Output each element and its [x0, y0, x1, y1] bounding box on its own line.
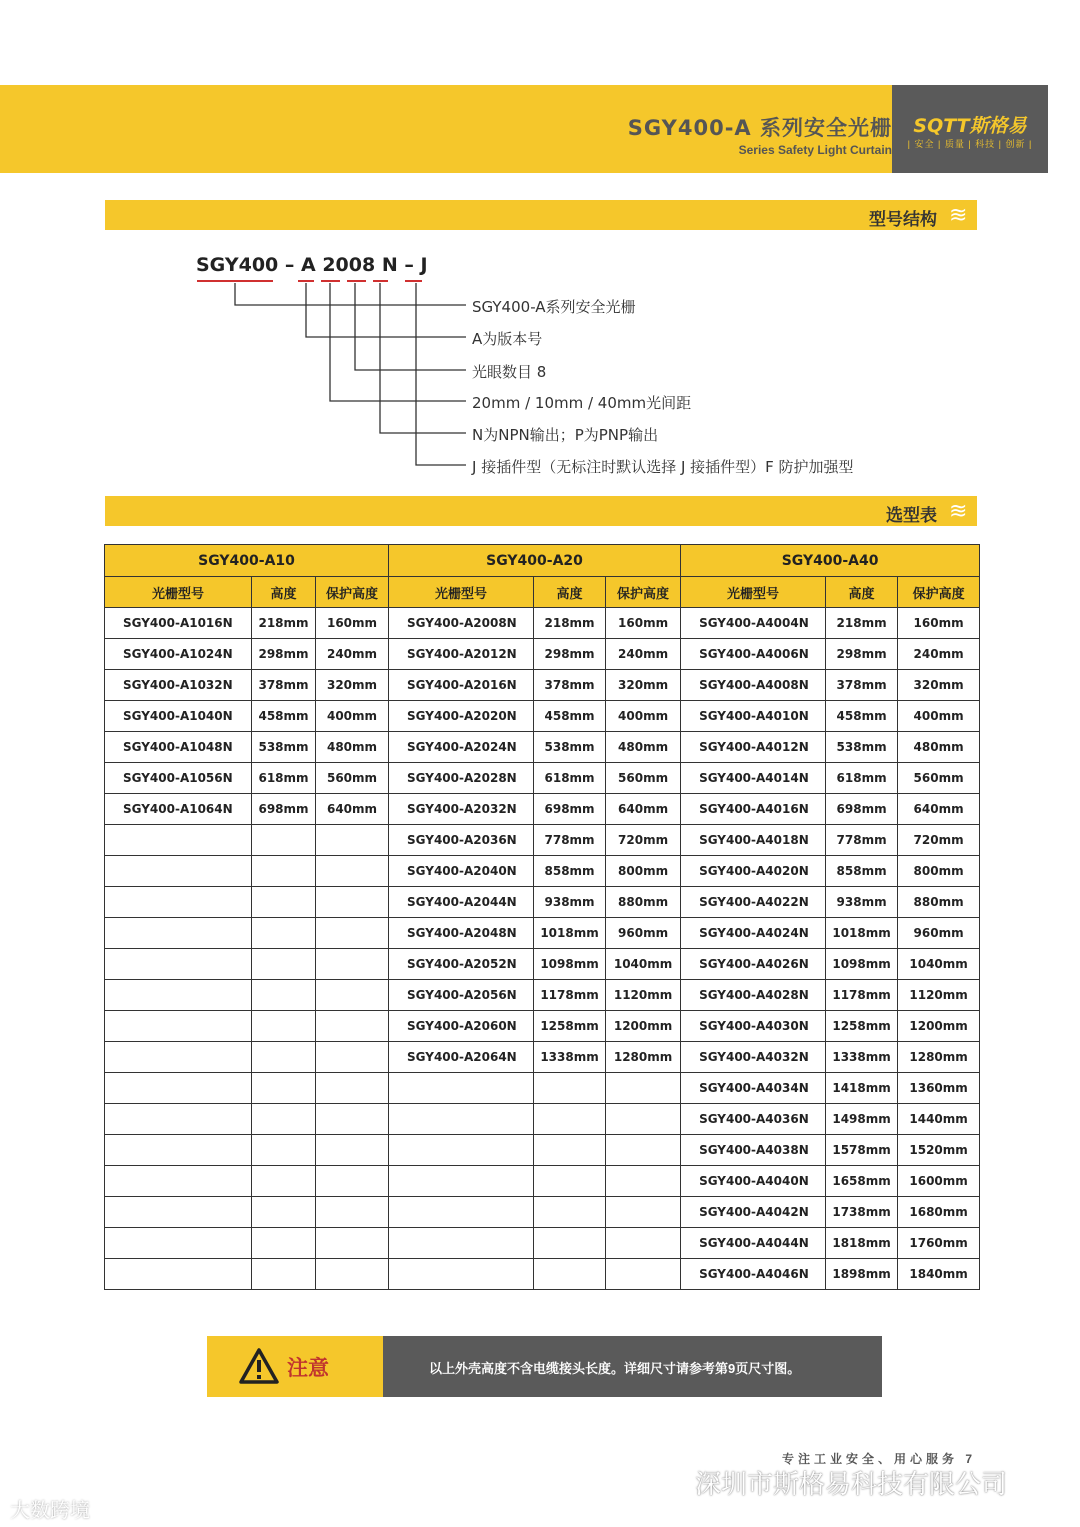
model-cell — [105, 1011, 252, 1042]
protect-height-cell: 960mm — [898, 918, 980, 949]
height-cell — [252, 1259, 316, 1290]
code-desc-version: A为版本号 — [472, 330, 543, 348]
protect-height-cell: 880mm — [606, 887, 681, 918]
height-cell: 1818mm — [826, 1228, 898, 1259]
height-cell: 1498mm — [826, 1104, 898, 1135]
column-header-height: 高度 — [252, 577, 316, 608]
note-label: 注意 — [287, 1357, 329, 1380]
model-cell: SGY400-A4008N — [681, 670, 826, 701]
protect-height-cell: 1440mm — [898, 1104, 980, 1135]
model-cell — [105, 887, 252, 918]
model-cell: SGY400-A1032N — [105, 670, 252, 701]
height-cell: 378mm — [252, 670, 316, 701]
height-cell: 1018mm — [826, 918, 898, 949]
protect-height-cell — [606, 1135, 681, 1166]
protect-height-cell — [316, 1135, 389, 1166]
height-cell — [252, 1073, 316, 1104]
height-cell: 698mm — [534, 794, 606, 825]
protect-height-cell — [316, 918, 389, 949]
model-cell: SGY400-A4030N — [681, 1011, 826, 1042]
page-number: 7 — [965, 1452, 976, 1466]
protect-height-cell: 240mm — [316, 639, 389, 670]
height-cell: 1338mm — [826, 1042, 898, 1073]
model-cell: SGY400-A2024N — [389, 732, 534, 763]
height-cell: 1098mm — [534, 949, 606, 980]
table-row — [105, 670, 980, 701]
protect-height-cell — [316, 1228, 389, 1259]
model-cell — [389, 1228, 534, 1259]
note-label-area — [207, 1336, 383, 1397]
protect-height-cell — [606, 1166, 681, 1197]
protect-height-cell: 880mm — [898, 887, 980, 918]
model-cell: SGY400-A4012N — [681, 732, 826, 763]
height-cell — [252, 1042, 316, 1073]
height-cell — [534, 1228, 606, 1259]
wave-decoration-icon: ≋ — [949, 498, 968, 523]
height-cell — [534, 1166, 606, 1197]
model-cell: SGY400-A4026N — [681, 949, 826, 980]
table-row — [105, 639, 980, 670]
section-title-select: 选型表 — [886, 506, 937, 525]
model-cell — [105, 1259, 252, 1290]
model-cell: SGY400-A2016N — [389, 670, 534, 701]
model-cell: SGY400-A2060N — [389, 1011, 534, 1042]
protect-height-cell: 400mm — [606, 701, 681, 732]
height-cell: 1178mm — [826, 980, 898, 1011]
model-cell: SGY400-A1024N — [105, 639, 252, 670]
height-cell: 1338mm — [534, 1042, 606, 1073]
model-cell: SGY400-A1056N — [105, 763, 252, 794]
column-header-protect-height: 保护高度 — [606, 577, 681, 608]
height-cell: 538mm — [534, 732, 606, 763]
page-subtitle: Series Safety Light Curtain — [738, 143, 892, 157]
protect-height-cell: 560mm — [898, 763, 980, 794]
table-row — [105, 1104, 980, 1135]
protect-height-cell: 160mm — [606, 608, 681, 639]
height-cell: 538mm — [826, 732, 898, 763]
wave-decoration-icon: ≋ — [949, 202, 968, 227]
group-header-a40: SGY400-A40 — [681, 545, 980, 577]
height-cell: 1418mm — [826, 1073, 898, 1104]
height-cell: 298mm — [534, 639, 606, 670]
height-cell: 1898mm — [826, 1259, 898, 1290]
protect-height-cell: 800mm — [898, 856, 980, 887]
model-cell: SGY400-A2048N — [389, 918, 534, 949]
protect-height-cell: 560mm — [606, 763, 681, 794]
protect-height-cell — [316, 1011, 389, 1042]
model-cell — [389, 1166, 534, 1197]
height-cell — [252, 1197, 316, 1228]
height-cell — [534, 1259, 606, 1290]
table-row — [105, 1228, 980, 1259]
model-cell: SGY400-A1048N — [105, 732, 252, 763]
section-band-model — [105, 200, 977, 230]
table-row — [105, 1197, 980, 1228]
model-cell: SGY400-A2020N — [389, 701, 534, 732]
model-cell: SGY400-A4018N — [681, 825, 826, 856]
column-header-height: 高度 — [826, 577, 898, 608]
height-cell — [252, 856, 316, 887]
model-cell: SGY400-A1016N — [105, 608, 252, 639]
height-cell: 698mm — [252, 794, 316, 825]
table-row — [105, 1259, 980, 1290]
table-row — [105, 732, 980, 763]
height-cell: 1258mm — [534, 1011, 606, 1042]
table-row — [105, 1011, 980, 1042]
protect-height-cell: 1360mm — [898, 1073, 980, 1104]
protect-height-cell: 640mm — [898, 794, 980, 825]
model-cell: SGY400-A2064N — [389, 1042, 534, 1073]
protect-height-cell: 480mm — [898, 732, 980, 763]
table-row — [105, 701, 980, 732]
protect-height-cell — [606, 1104, 681, 1135]
height-cell — [534, 1073, 606, 1104]
model-cell: SGY400-A2032N — [389, 794, 534, 825]
protect-height-cell: 480mm — [606, 732, 681, 763]
code-desc-output: N为NPN输出；P为PNP输出 — [472, 426, 659, 444]
model-cell: SGY400-A4044N — [681, 1228, 826, 1259]
height-cell — [252, 1011, 316, 1042]
height-cell — [252, 1228, 316, 1259]
table-row — [105, 949, 980, 980]
section-title-model: 型号结构 — [869, 210, 937, 229]
model-cell — [105, 856, 252, 887]
height-cell: 618mm — [252, 763, 316, 794]
model-cell — [105, 1166, 252, 1197]
logo-slogan: | 安全 | 质量 | 科技 | 创新 | — [907, 139, 1033, 149]
page-title: SGY400-A 系列安全光栅 — [627, 116, 892, 140]
model-cell: SGY400-A4024N — [681, 918, 826, 949]
height-cell: 378mm — [826, 670, 898, 701]
height-cell: 858mm — [534, 856, 606, 887]
model-cell: SGY400-A2040N — [389, 856, 534, 887]
table-row — [105, 918, 980, 949]
model-cell — [105, 949, 252, 980]
table-row — [105, 1166, 980, 1197]
header-title-block — [372, 112, 892, 157]
model-cell — [105, 918, 252, 949]
height-cell — [252, 949, 316, 980]
height-cell: 218mm — [534, 608, 606, 639]
model-cell: SGY400-A4014N — [681, 763, 826, 794]
model-cell — [105, 1197, 252, 1228]
table-row — [105, 1042, 980, 1073]
model-cell: SGY400-A4028N — [681, 980, 826, 1011]
protect-height-cell: 320mm — [898, 670, 980, 701]
height-cell: 298mm — [252, 639, 316, 670]
model-cell: SGY400-A4022N — [681, 887, 826, 918]
protect-height-cell: 640mm — [316, 794, 389, 825]
model-cell: SGY400-A2052N — [389, 949, 534, 980]
column-header-model: 光栅型号 — [389, 577, 534, 608]
height-cell — [534, 1135, 606, 1166]
height-cell: 1738mm — [826, 1197, 898, 1228]
height-cell: 778mm — [826, 825, 898, 856]
height-cell: 618mm — [826, 763, 898, 794]
protect-height-cell: 1200mm — [606, 1011, 681, 1042]
table-row — [105, 980, 980, 1011]
note-text: 以上外壳高度不含电缆接头长度。详细尺寸请参考第9页尺寸图。 — [429, 1361, 801, 1376]
protect-height-cell — [316, 949, 389, 980]
model-cell: SGY400-A4020N — [681, 856, 826, 887]
protect-height-cell — [606, 1259, 681, 1290]
model-code: SGY400 – A 2008 N – J — [196, 254, 428, 276]
protect-height-cell — [316, 1197, 389, 1228]
note-box — [207, 1336, 882, 1397]
model-cell — [105, 1228, 252, 1259]
height-cell — [534, 1197, 606, 1228]
height-cell — [252, 918, 316, 949]
protect-height-cell: 720mm — [898, 825, 980, 856]
height-cell: 938mm — [534, 887, 606, 918]
model-cell: SGY400-A4034N — [681, 1073, 826, 1104]
model-cell — [105, 1073, 252, 1104]
model-cell — [389, 1104, 534, 1135]
model-cell: SGY400-A4006N — [681, 639, 826, 670]
model-cell: SGY400-A1040N — [105, 701, 252, 732]
protect-height-cell: 1840mm — [898, 1259, 980, 1290]
column-header-protect-height: 保护高度 — [316, 577, 389, 608]
model-cell: SGY400-A4004N — [681, 608, 826, 639]
protect-height-cell: 400mm — [316, 701, 389, 732]
code-desc-spacing: 20mm / 10mm / 40mm光间距 — [472, 394, 692, 412]
protect-height-cell: 1280mm — [606, 1042, 681, 1073]
model-cell — [105, 1104, 252, 1135]
model-cell: SGY400-A4042N — [681, 1197, 826, 1228]
protect-height-cell: 480mm — [316, 732, 389, 763]
protect-height-cell — [606, 1197, 681, 1228]
model-cell: SGY400-A1064N — [105, 794, 252, 825]
protect-height-cell — [316, 825, 389, 856]
height-cell — [534, 1104, 606, 1135]
height-cell: 618mm — [534, 763, 606, 794]
protect-height-cell: 800mm — [606, 856, 681, 887]
model-cell — [105, 825, 252, 856]
footer-slogan: 专注工业安全、用心服务 — [781, 1452, 958, 1466]
group-header-a10: SGY400-A10 — [105, 545, 389, 577]
model-cell — [389, 1197, 534, 1228]
height-cell: 378mm — [534, 670, 606, 701]
table-row — [105, 887, 980, 918]
height-cell: 1018mm — [534, 918, 606, 949]
model-cell: SGY400-A4046N — [681, 1259, 826, 1290]
height-cell: 1098mm — [826, 949, 898, 980]
height-cell: 458mm — [534, 701, 606, 732]
column-header-protect-height: 保护高度 — [898, 577, 980, 608]
column-header-height: 高度 — [534, 577, 606, 608]
height-cell: 538mm — [252, 732, 316, 763]
height-cell — [252, 1166, 316, 1197]
protect-height-cell: 640mm — [606, 794, 681, 825]
column-header-model: 光栅型号 — [681, 577, 826, 608]
protect-height-cell: 1120mm — [606, 980, 681, 1011]
table-row — [105, 1135, 980, 1166]
table-row — [105, 825, 980, 856]
protect-height-cell — [316, 1104, 389, 1135]
height-cell: 1258mm — [826, 1011, 898, 1042]
model-cell: SGY400-A2036N — [389, 825, 534, 856]
protect-height-cell: 320mm — [606, 670, 681, 701]
protect-height-cell: 160mm — [316, 608, 389, 639]
height-cell: 1178mm — [534, 980, 606, 1011]
height-cell: 218mm — [252, 608, 316, 639]
height-cell: 698mm — [826, 794, 898, 825]
code-desc-series: SGY400-A系列安全光栅 — [472, 298, 636, 316]
table-row — [105, 794, 980, 825]
protect-height-cell — [316, 1073, 389, 1104]
model-cell: SGY400-A4038N — [681, 1135, 826, 1166]
protect-height-cell — [316, 887, 389, 918]
brand-watermark: 大数跨境 — [10, 1498, 90, 1522]
height-cell — [252, 1104, 316, 1135]
height-cell: 1578mm — [826, 1135, 898, 1166]
model-cell: SGY400-A4040N — [681, 1166, 826, 1197]
protect-height-cell: 1120mm — [898, 980, 980, 1011]
model-cell: SGY400-A2056N — [389, 980, 534, 1011]
height-cell — [252, 825, 316, 856]
table-row — [105, 763, 980, 794]
brand-logo — [892, 85, 1048, 173]
protect-height-cell — [316, 1166, 389, 1197]
company-watermark: 深圳市斯格易科技有限公司 — [695, 1470, 1008, 1500]
height-cell: 298mm — [826, 639, 898, 670]
selection-table — [104, 544, 980, 1290]
protect-height-cell: 160mm — [898, 608, 980, 639]
protect-height-cell: 320mm — [316, 670, 389, 701]
height-cell — [252, 1135, 316, 1166]
protect-height-cell: 1040mm — [898, 949, 980, 980]
model-cell — [105, 1042, 252, 1073]
model-cell — [389, 1259, 534, 1290]
height-cell: 938mm — [826, 887, 898, 918]
code-desc-connector: J 接插件型（无标注时默认选择 J 接插件型）F 防护加强型 — [472, 458, 854, 476]
protect-height-cell: 720mm — [606, 825, 681, 856]
protect-height-cell: 1600mm — [898, 1166, 980, 1197]
table-row — [105, 856, 980, 887]
protect-height-cell — [606, 1073, 681, 1104]
column-header-model: 光栅型号 — [105, 577, 252, 608]
protect-height-cell: 960mm — [606, 918, 681, 949]
group-header-a20: SGY400-A20 — [389, 545, 681, 577]
height-cell: 458mm — [252, 701, 316, 732]
warning-icon — [239, 1348, 279, 1384]
protect-height-cell: 1760mm — [898, 1228, 980, 1259]
protect-height-cell — [316, 856, 389, 887]
model-cell — [105, 1135, 252, 1166]
model-cell — [389, 1073, 534, 1104]
section-band-select — [105, 496, 977, 526]
protect-height-cell — [606, 1228, 681, 1259]
model-cell: SGY400-A2012N — [389, 639, 534, 670]
height-cell: 778mm — [534, 825, 606, 856]
model-cell: SGY400-A4016N — [681, 794, 826, 825]
model-cell: SGY400-A2008N — [389, 608, 534, 639]
height-cell: 458mm — [826, 701, 898, 732]
protect-height-cell: 240mm — [606, 639, 681, 670]
model-cell — [389, 1135, 534, 1166]
height-cell: 218mm — [826, 608, 898, 639]
height-cell: 858mm — [826, 856, 898, 887]
table-row — [105, 1073, 980, 1104]
protect-height-cell: 560mm — [316, 763, 389, 794]
protect-height-cell: 1280mm — [898, 1042, 980, 1073]
logo-name: SQTT斯格易 — [913, 115, 1027, 137]
model-cell: SGY400-A2028N — [389, 763, 534, 794]
height-cell — [252, 887, 316, 918]
table-body — [105, 608, 980, 1290]
protect-height-cell: 240mm — [898, 639, 980, 670]
protect-height-cell: 1520mm — [898, 1135, 980, 1166]
protect-height-cell: 1040mm — [606, 949, 681, 980]
model-cell: SGY400-A2044N — [389, 887, 534, 918]
table-row — [105, 608, 980, 639]
protect-height-cell — [316, 1042, 389, 1073]
model-cell: SGY400-A4036N — [681, 1104, 826, 1135]
height-cell — [252, 980, 316, 1011]
protect-height-cell: 400mm — [898, 701, 980, 732]
protect-height-cell: 1200mm — [898, 1011, 980, 1042]
model-cell — [105, 980, 252, 1011]
protect-height-cell — [316, 980, 389, 1011]
model-cell: SGY400-A4010N — [681, 701, 826, 732]
height-cell: 1658mm — [826, 1166, 898, 1197]
protect-height-cell: 1680mm — [898, 1197, 980, 1228]
model-cell: SGY400-A4032N — [681, 1042, 826, 1073]
code-desc-beams: 光眼数目 8 — [472, 363, 547, 381]
bracket-lines — [235, 283, 466, 465]
protect-height-cell — [316, 1259, 389, 1290]
